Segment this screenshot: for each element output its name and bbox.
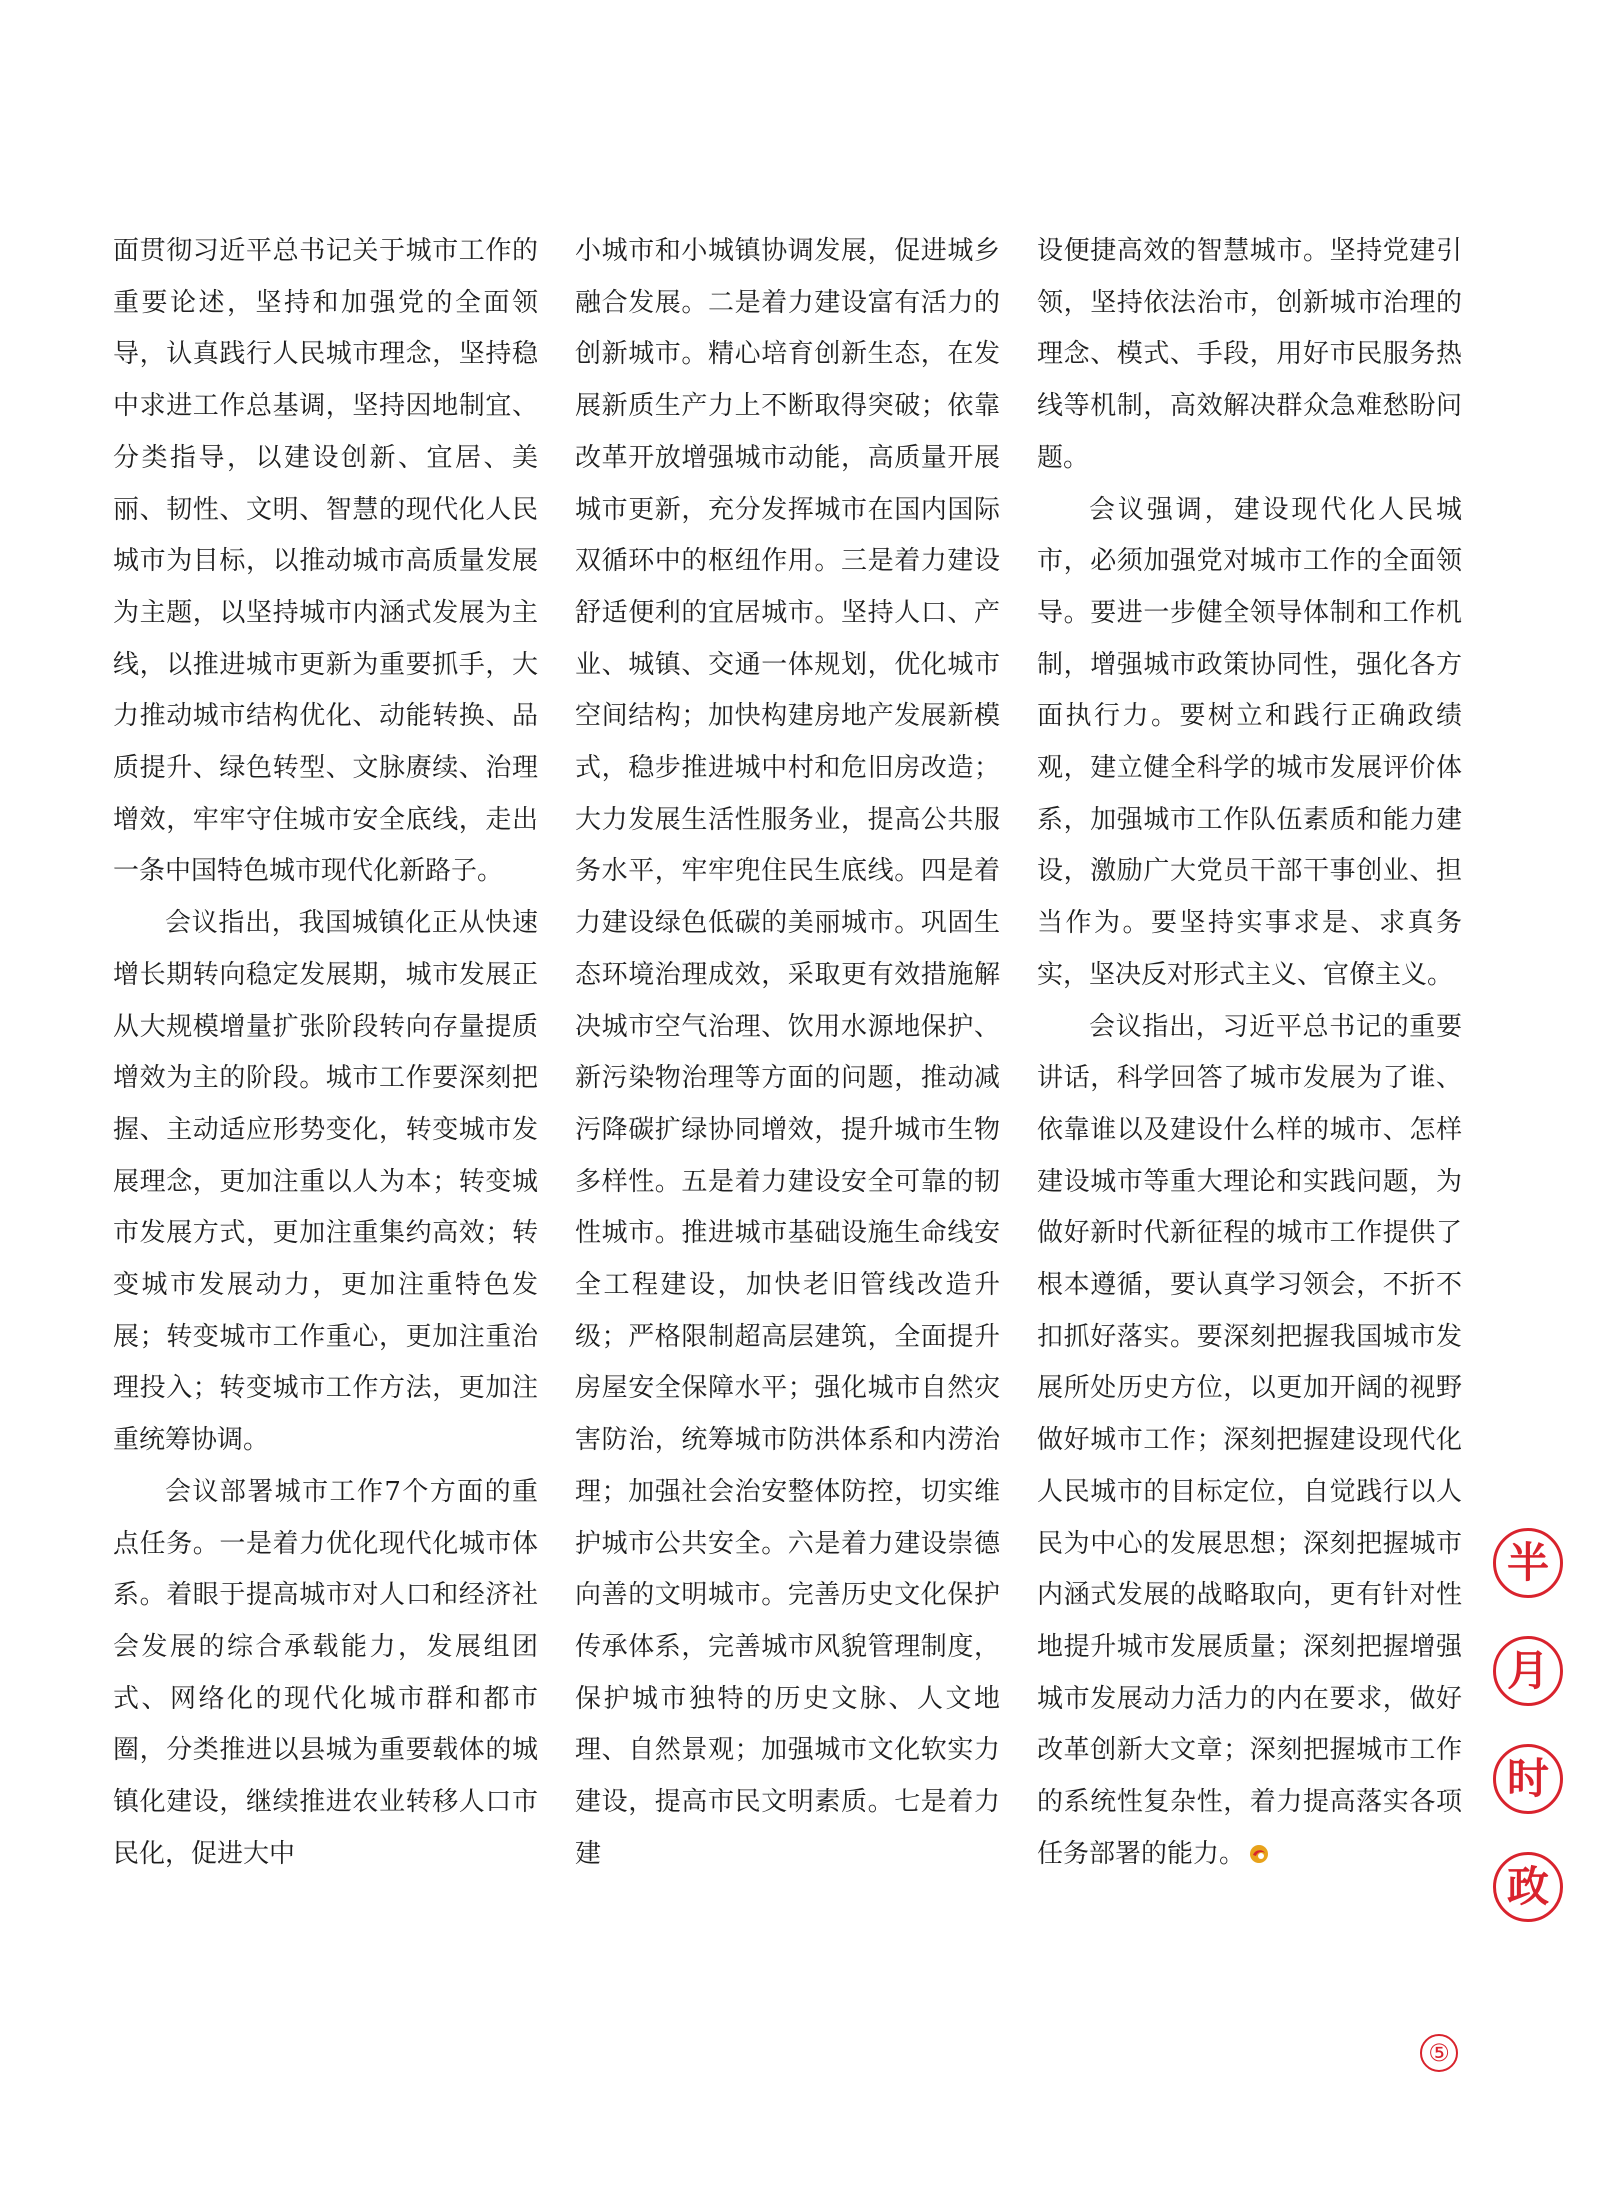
- text-column-3: [1037, 226, 1462, 1881]
- paragraph: 会议部署城市工作7个方面的重点任务。一是着力优化现代化城市体系。着眼于提高城市对人口和经济社会发展的综合承载能力，发展组团式、网络化的现代化城市群和都市圈，分类推进以县城为重要载体的城镇化建设，继续推进农业转移人口市民化，促进大中: [113, 1476, 538, 1869]
- section-badge-char: 月: [1493, 1636, 1563, 1706]
- paragraph: 面贯彻习近平总书记关于城市工作的重要论述，坚持和加强党的全面领导，认真践行人民城市理念，坚持稳中求进工作总基调，坚持因地制宜、分类指导，以建设创新、宜居、美丽、韧性、文明、智慧的现代化人民城市为目标，以推动城市高质量发展为主题，以坚持城市内涵式发展为主线，以推进城市更新为重要抓手，大力推动城市结构优化、动能转换、品质提升、绿色转型、文脉赓续、治理增效，牢牢守住城市安全底线，走出一条中国特色城市现代化新路子。: [113, 236, 538, 887]
- section-badge-char: 政: [1493, 1852, 1563, 1922]
- section-badge-char: 半: [1493, 1528, 1563, 1598]
- section-badge-char: 时: [1493, 1744, 1563, 1814]
- text-column-2: [575, 226, 1000, 1881]
- paragraph-text: 会议指出，习近平总书记的重要讲话，科学回答了城市发展为了谁、依靠谁以及建设什么样的城市、怎样建设城市等重大理论和实践问题，为做好新时代新征程的城市工作提供了根本遵循，要认真学习领会，不折不扣抓好落实。要深刻把握我国城市发展所处历史方位，以更加开阔的视野做好城市工作；深刻把握建设现代化人民城市的目标定位，自觉践行以人民为中心的发展思想；深刻把握城市内涵式发展的战略取向，更有针对性地提升城市发展质量；深刻把握增强城市发展动力活力的内在要求，做好改革创新大文章；深刻把握城市工作的系统性复杂性，着力提高落实各项任务部署的能力。: [1037, 1011, 1462, 1869]
- paragraph: [1037, 1002, 1462, 1881]
- paragraph: 会议强调，建设现代化人民城市，必须加强党对城市工作的全面领导。要进一步健全领导体制和工作机制，增强城市政策协同性，强化各方面执行力。要树立和践行正确政绩观，建立健全科学的城市发展评价体系，加强城市工作队伍素质和能力建设，激励广大党员干部干事创业、担当作为。要坚持实事求是、求真务实，坚决反对形式主义、官僚主义。: [1037, 494, 1462, 990]
- paragraph: 小城市和小城镇协调发展，促进城乡融合发展。二是着力建设富有活力的创新城市。精心培育创新生态，在发展新质生产力上不断取得突破；依靠改革开放增强城市动能，高质量开展城市更新，充分发挥城市在国内国际双循环中的枢纽作用。三是着力建设舒适便利的宜居城市。坚持人口、产业、城镇、交通一体规划，优化城市空间结构；加快构建房地产发展新模式，稳步推进城中村和危旧房改造；大力发展生活性服务业，提高公共服务水平，牢牢兜住民生底线。四是着力建设绿色低碳的美丽城市。巩固生态环境治理成效，采取更有效措施解决城市空气治理、饮用水源地保护、新污染物治理等方面的问题，推动减污降碳扩绿协同增效，提升城市生物多样性。五是着力建设安全可靠的韧性城市。推进城市基础设施生命线安全工程建设，加快老旧管线改造升级；严格限制超高层建筑，全面提升房屋安全保障水平；强化城市自然灾害防治，统筹城市防洪体系和内涝治理；加强社会治安整体防控，切实维护城市公共安全。六是着力建设崇德向善的文明城市。完善历史文化保护传承体系，完善城市风貌管理制度，保护城市独特的历史文脉、人文地理、自然景观；加强城市文化软实力建设，提高市民文明素质。七是着力建: [575, 236, 1000, 1869]
- text-column-1: [113, 226, 538, 1881]
- paragraph: 设便捷高效的智慧城市。坚持党建引领，坚持依法治市，创新城市治理的理念、模式、手段，用好市民服务热线等机制，高效解决群众急难愁盼问题。: [1037, 236, 1462, 473]
- page-number: ⑤: [1420, 2034, 1458, 2072]
- paragraph: 会议指出，我国城镇化正从快速增长期转向稳定发展期，城市发展正从大规模增量扩张阶段转向存量提质增效为主的阶段。城市工作要深刻把握、主动适应形势变化，转变城市发展理念，更加注重以人为本；转变城市发展方式，更加注重集约高效；转变城市发展动力，更加注重特色发展；转变城市工作重心，更加注重治理投入；转变城市工作方法，更加注重统筹协调。: [113, 908, 538, 1456]
- journal-logo-mark-icon: [1249, 1844, 1269, 1864]
